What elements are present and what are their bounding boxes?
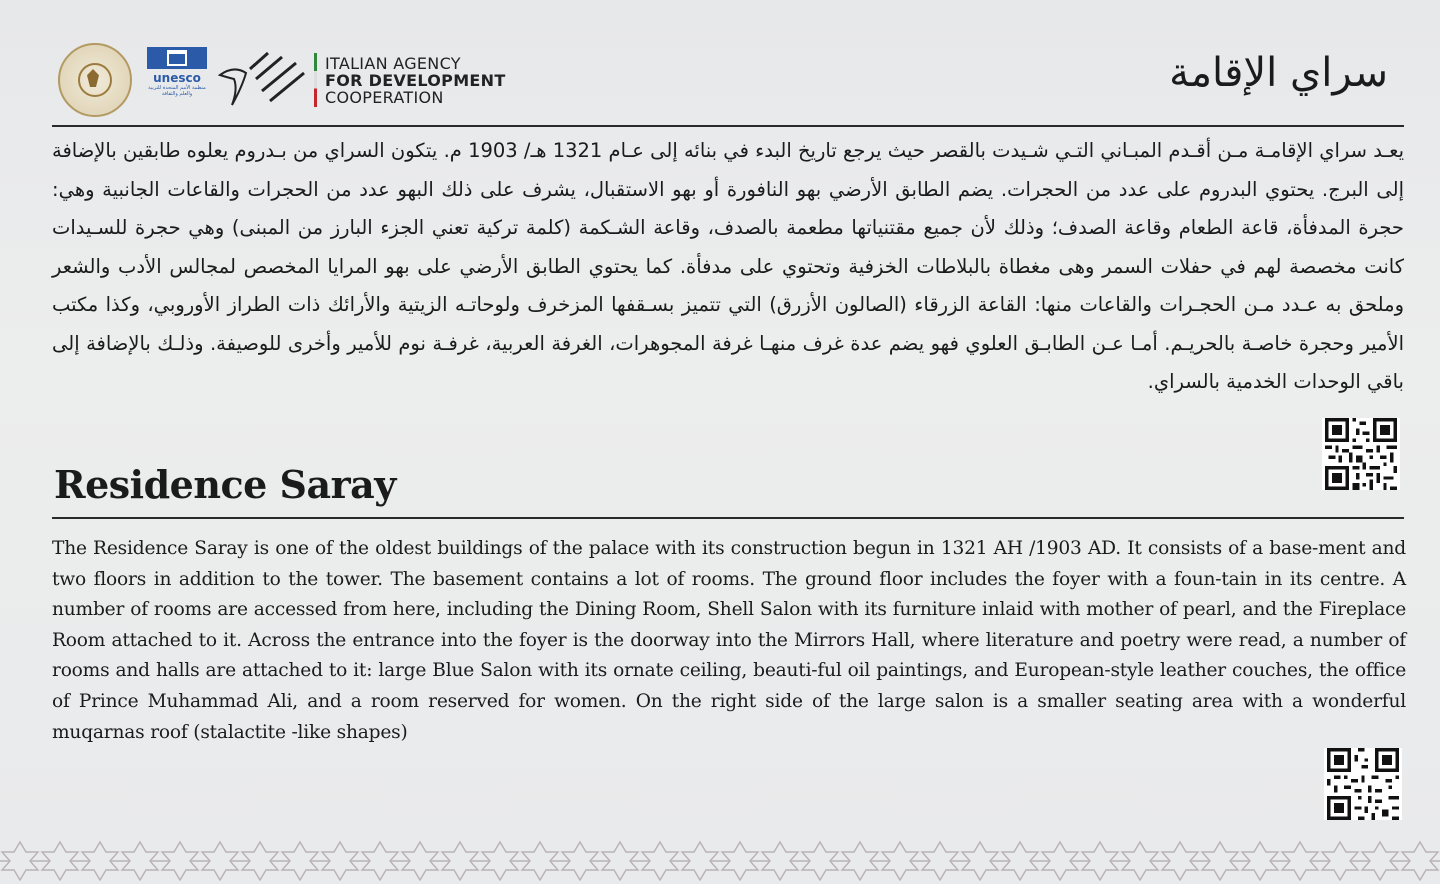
logo-strip <box>58 44 506 116</box>
qr-code-icon[interactable] <box>1322 418 1400 490</box>
italian-flag-bar <box>314 53 317 107</box>
unesco-logo <box>144 47 210 113</box>
agency-line-2: FOR DEVELOPMENT <box>325 70 506 90</box>
agency-line-3: COOPERATION <box>325 87 444 107</box>
qr-code-icon[interactable] <box>1324 748 1402 820</box>
ministry-seal-icon <box>58 43 132 117</box>
arabic-title: سراي الإقامة <box>1169 50 1388 96</box>
dove-logo-icon <box>216 49 308 111</box>
agency-line-1: ITALIAN AGENCY <box>325 53 461 73</box>
divider-middle <box>52 517 1404 519</box>
english-title: Residence Saray <box>54 462 396 507</box>
arabic-body: يعـد سراي الإقامـة مـن أقـدم المبـاني التـي شـيدت بالقصر حيث يرجع تاريخ البدء في بنائه إلى عـام 1321 هـ/ 1903 م. يتكون السراي من بـدروم يعلوه طابقين بالإضافة إلى البرج. يحتوي البدروم على عدد من الحجرات. يضم الطابق الأرضي بهو النافورة أو بهو الاستقبال، يشرف على ذلك البهو عدد من الحجرات والقاعات الجانبية وهي: حجرة المدفأة، قاعة الطعام وقاعة الصدف؛ وذلك لأن جميع مقتنياتها مطعمة بالصدف، وقاعة الشـكمة (كلمة تركية تعني الجزء البارز من المبنى) وهي حجرة للسـيدات كانت مخصصة لهم في حفلات السمر وهى مغطاة بالبلاطات الخزفية وتحتوي على مدفأة. كما يحتوي الطابق الأرضي على بهو المرايا المخصص لمجالس الأدب والشعر وملحق به عـدد مـن الحجـرات والقاعات منها: القاعة الزرقاء (الصالون الأزرق) التي تتميز بسـقفها المزخرف ولوحاتـه الزيتية والأرائك ذات الطراز الأوروبي، وكذا مكتب الأمير وحجرة خاصـة بالحريـم. أمـا عـن الطابـق العلوي فهو يضم عدة غرف منهـا غرفة المجوهرات، الغرفة العربية، غرفـة نوم للأمير وأخرى للوصيفة. وذلـك بالإضافة إلى باقي الوحدات الخدمية بالسراي. <box>52 139 1404 393</box>
english-body: The Residence Saray is one of the oldest buildings of the palace with its construction begun in 1321 AH /1903 AD. It consists of a base-ment and two floors in addition to the tower. The basement contains a lot of rooms. The ground floor includes the foyer with a foun-tain in its centre. A number of rooms are accessed from here, including the Dining Room, Shell Salon with its furniture inlaid with mother of pearl, and the Fireplace Room attached to it. Across the entrance into the foyer is the doorway into the Mirrors Hall, where literature and poetry were read, a number of rooms and halls are attached to it: large Blue Salon with its ornate ceiling, beauti-ful oil paintings, and European-style leather couches, the office of Prince Muhammad Ali, and a room reserved for women. On the right side of the large salon is a smaller seating area with a wonderful muqarnas roof (stalactite -like shapes) <box>52 538 1406 743</box>
divider-top <box>52 125 1404 127</box>
agency-name <box>325 55 506 106</box>
unesco-label: unesco <box>153 71 201 85</box>
geometric-pattern-border <box>0 838 1440 884</box>
unesco-temple-icon <box>147 47 207 69</box>
unesco-subtitle: منظمة الأمم المتحدة للتربية والعلم والثقافة <box>148 85 206 97</box>
